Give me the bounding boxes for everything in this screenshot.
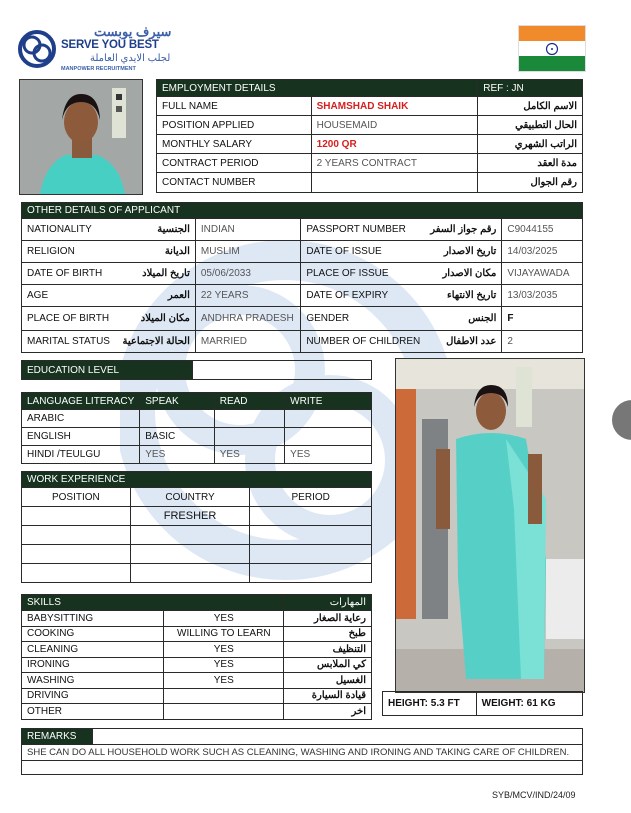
other-details-row xyxy=(22,263,583,285)
language-header: WRITE xyxy=(285,393,372,410)
employment-value: SHAMSHAD SHAIK xyxy=(311,97,478,116)
skill-name: OTHER xyxy=(22,704,164,720)
employment-row xyxy=(157,116,583,135)
side-nav-button[interactable] xyxy=(612,400,631,440)
weight-value: WEIGHT: 61 KG xyxy=(476,692,582,716)
logo-arabic-name: سيرف يوبست xyxy=(94,24,172,39)
other-value: ANDHRA PRADESH xyxy=(195,307,300,331)
education-table xyxy=(21,360,372,380)
other-label-arabic: رقم جواز السفر xyxy=(425,219,502,241)
language-name: HINDI /TEULGU xyxy=(22,446,140,464)
work-country xyxy=(130,526,250,545)
skill-value: WILLING TO LEARN xyxy=(164,626,284,642)
employment-value: 2 YEARS CONTRACT xyxy=(311,154,478,173)
other-label: PASSPORT NUMBER xyxy=(301,219,425,241)
skills-table xyxy=(21,594,372,720)
skill-name-arabic: التنظيف xyxy=(284,642,372,658)
work-position xyxy=(22,507,131,526)
other-details-row xyxy=(22,241,583,263)
employment-label-arabic: مدة العقد xyxy=(478,154,583,173)
skill-row xyxy=(22,657,372,673)
other-label-arabic: تاريخ الاصدار xyxy=(425,241,502,263)
skill-name: CLEANING xyxy=(22,642,164,658)
other-value: 14/03/2025 xyxy=(502,241,583,263)
physical-table xyxy=(382,691,583,716)
other-label-arabic: الجنس xyxy=(425,307,502,331)
language-write: YES xyxy=(285,446,372,464)
language-table xyxy=(21,392,372,464)
language-row xyxy=(22,410,372,428)
work-period xyxy=(250,545,372,564)
skill-name: WASHING xyxy=(22,673,164,689)
other-value: MUSLIM xyxy=(195,241,300,263)
other-label-arabic: عدد الاطفال xyxy=(425,331,502,353)
other-label: RELIGION xyxy=(22,241,118,263)
other-label: DATE OF BIRTH xyxy=(22,263,118,285)
language-speak xyxy=(140,410,214,428)
employment-label: CONTRACT PERIOD xyxy=(157,154,312,173)
other-label-arabic: تاريخ الميلاد xyxy=(118,263,196,285)
other-details-table xyxy=(21,202,583,353)
other-label-arabic: الجنسية xyxy=(118,219,196,241)
work-header: POSITION xyxy=(22,488,131,507)
language-write xyxy=(285,410,372,428)
language-row xyxy=(22,428,372,446)
employment-label-arabic: الراتب الشهري xyxy=(478,135,583,154)
other-value: 22 YEARS xyxy=(195,285,300,307)
work-period xyxy=(250,526,372,545)
work-row xyxy=(22,564,372,583)
other-value: INDIAN xyxy=(195,219,300,241)
other-details-row xyxy=(22,219,583,241)
remarks-empty-row xyxy=(22,761,583,775)
other-label: MARITAL STATUS xyxy=(22,331,118,353)
other-details-title: OTHER DETAILS OF APPLICANT xyxy=(22,203,583,219)
skills-title: SKILLS xyxy=(22,595,284,611)
employment-row xyxy=(157,154,583,173)
skill-name-arabic: طبخ xyxy=(284,626,372,642)
logo-arabic-subtitle: لجلب الايدي العاملة xyxy=(90,53,171,64)
skill-name: COOKING xyxy=(22,626,164,642)
skill-row xyxy=(22,704,372,720)
other-value: VIJAYAWADA xyxy=(502,263,583,285)
language-write xyxy=(285,428,372,446)
language-speak: YES xyxy=(140,446,214,464)
language-name: ENGLISH xyxy=(22,428,140,446)
other-value: MARRIED xyxy=(195,331,300,353)
other-label: DATE OF ISSUE xyxy=(301,241,425,263)
other-label: NUMBER OF CHILDREN xyxy=(301,331,425,353)
skill-value xyxy=(164,688,284,704)
employment-row xyxy=(157,97,583,116)
other-label-arabic: الحالة الاجتماعية xyxy=(118,331,196,353)
remarks-text: SHE CAN DO ALL HOUSEHOLD WORK SUCH AS CLEANING, WASHING AND IRONING AND TAKING CARE OF CHILDREN. xyxy=(22,745,583,761)
other-label: NATIONALITY xyxy=(22,219,118,241)
employment-row xyxy=(157,135,583,154)
employment-label-arabic: رقم الجوال xyxy=(478,173,583,193)
employment-label: MONTHLY SALARY xyxy=(157,135,312,154)
work-position xyxy=(22,526,131,545)
employment-value xyxy=(311,173,478,193)
skill-value: YES xyxy=(164,657,284,673)
language-read: YES xyxy=(214,446,284,464)
skill-value xyxy=(164,704,284,720)
work-period xyxy=(250,564,372,583)
skill-row xyxy=(22,611,372,627)
work-country xyxy=(130,564,250,583)
language-read xyxy=(214,410,284,428)
other-details-row xyxy=(22,285,583,307)
skill-name-arabic: كي الملابس xyxy=(284,657,372,673)
remarks-table xyxy=(21,728,583,775)
language-header: READ xyxy=(214,393,284,410)
skill-row xyxy=(22,642,372,658)
work-position xyxy=(22,545,131,564)
education-value xyxy=(192,361,371,380)
skill-name-arabic: رعاية الصغار xyxy=(284,611,372,627)
work-period xyxy=(250,507,372,526)
other-label-arabic: العمر xyxy=(118,285,196,307)
work-header: PERIOD xyxy=(250,488,372,507)
employment-label-arabic: الاسم الكامل xyxy=(478,97,583,116)
other-label: AGE xyxy=(22,285,118,307)
work-country xyxy=(130,545,250,564)
other-label-arabic: تاريخ الانتهاء xyxy=(425,285,502,307)
skill-name: BABYSITTING xyxy=(22,611,164,627)
education-label: EDUCATION LEVEL xyxy=(22,361,193,380)
other-value: 05/06/2033 xyxy=(195,263,300,285)
employment-label-arabic: الحال التطبيقي xyxy=(478,116,583,135)
skill-value: YES xyxy=(164,642,284,658)
other-details-row xyxy=(22,307,583,331)
skill-row xyxy=(22,673,372,689)
employment-label: POSITION APPLIED xyxy=(157,116,312,135)
skill-value: YES xyxy=(164,611,284,627)
height-value: HEIGHT: 5.3 FT xyxy=(383,692,477,716)
portrait-photo xyxy=(19,79,143,195)
other-label-arabic: مكان الاصدار xyxy=(425,263,502,285)
full-length-photo xyxy=(395,358,585,693)
language-speak: BASIC xyxy=(140,428,214,446)
other-label-arabic: الديانة xyxy=(118,241,196,263)
language-read xyxy=(214,428,284,446)
work-experience-table xyxy=(21,471,372,583)
document-code: SYB/MCV/IND/24/09 xyxy=(492,790,576,800)
skills-title-arabic: المهارات xyxy=(284,595,372,611)
other-value: C9044155 xyxy=(502,219,583,241)
employment-label: CONTACT NUMBER xyxy=(157,173,312,193)
other-label: GENDER xyxy=(301,307,425,331)
work-row xyxy=(22,507,372,526)
other-label: PLACE OF ISSUE xyxy=(301,263,425,285)
india-flag-icon xyxy=(518,25,586,72)
work-experience-title: WORK EXPERIENCE xyxy=(22,472,372,488)
other-label: DATE OF EXPIRY xyxy=(301,285,425,307)
employment-details-title: EMPLOYMENT DETAILS xyxy=(157,80,478,97)
other-label-arabic: مكان الميلاد xyxy=(118,307,196,331)
other-details-row xyxy=(22,331,583,353)
work-row xyxy=(22,545,372,564)
other-value: 13/03/2035 xyxy=(502,285,583,307)
skill-name: DRIVING xyxy=(22,688,164,704)
skill-row xyxy=(22,626,372,642)
skill-row xyxy=(22,688,372,704)
employment-details-table xyxy=(156,79,583,193)
language-row xyxy=(22,446,372,464)
language-name: ARABIC xyxy=(22,410,140,428)
remarks-title: REMARKS xyxy=(22,729,93,745)
work-position xyxy=(22,564,131,583)
work-header: COUNTRY xyxy=(130,488,250,507)
employment-value: 1200 QR xyxy=(311,135,478,154)
language-header: LANGUAGE LITERACY xyxy=(22,393,140,410)
logo-english-name: SERVE YOU BEST xyxy=(61,39,159,51)
ref-label: REF : JN xyxy=(478,80,583,97)
skill-name-arabic: اخر xyxy=(284,704,372,720)
company-logo-icon xyxy=(17,28,57,70)
work-country: FRESHER xyxy=(130,507,250,526)
employment-value: HOUSEMAID xyxy=(311,116,478,135)
other-label: PLACE OF BIRTH xyxy=(22,307,118,331)
employment-row xyxy=(157,173,583,193)
work-row xyxy=(22,526,372,545)
other-value: F xyxy=(502,307,583,331)
employment-label: FULL NAME xyxy=(157,97,312,116)
other-value: 2 xyxy=(502,331,583,353)
skill-name: IRONING xyxy=(22,657,164,673)
skill-name-arabic: قيادة السيارة xyxy=(284,688,372,704)
logo-subtitle: MANPOWER RECRUITMENT xyxy=(61,66,136,72)
language-header: SPEAK xyxy=(140,393,214,410)
remarks-title-filler xyxy=(93,729,583,745)
skill-name-arabic: الغسيل xyxy=(284,673,372,689)
skill-value: YES xyxy=(164,673,284,689)
